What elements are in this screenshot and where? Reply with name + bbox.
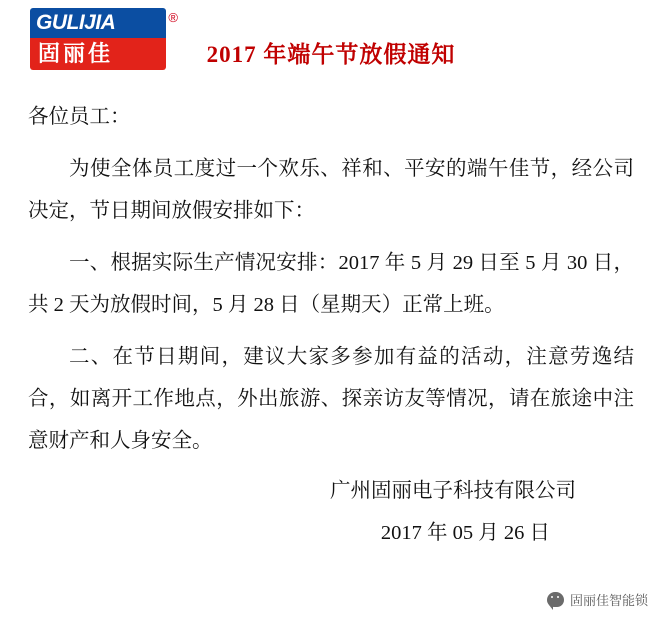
signature-block <box>28 470 634 554</box>
paragraph-2: 一、根据实际生产情况安排：2017 年 5 月 29 日至 5 月 30 日，共 2 天为放假时间，5 月 28 日（星期天）正常上班。 <box>28 252 634 316</box>
registered-trademark-icon: ® <box>168 10 178 25</box>
wechat-account-name: 固丽佳智能锁 <box>569 593 648 608</box>
logo-top-band <box>30 8 166 38</box>
document-body <box>28 96 634 472</box>
logo-latin-text: GULIJIA <box>36 11 116 34</box>
signature-company: 广州固丽电子科技有限公司 <box>330 480 576 502</box>
paragraph-3: 二、在节日期间，建议大家多参加有益的活动，注意劳逸结合，如离开工作地点，外出旅游、探亲访友等情况，请在旅途中注意财产和人身安全。 <box>28 346 634 452</box>
wechat-icon <box>547 592 564 607</box>
signature-date: 2017 年 05 月 26 日 <box>380 522 550 544</box>
logo-chinese-text: 固丽佳 <box>38 41 114 66</box>
paragraph-1: 为使全体员工度过一个欢乐、祥和、平安的端午佳节，经公司决定，节日期间放假安排如下： <box>28 158 634 222</box>
wechat-account-badge <box>547 590 648 609</box>
page-title: 2017 年端午节放假通知 <box>206 42 456 67</box>
salutation: 各位员工： <box>28 106 131 128</box>
